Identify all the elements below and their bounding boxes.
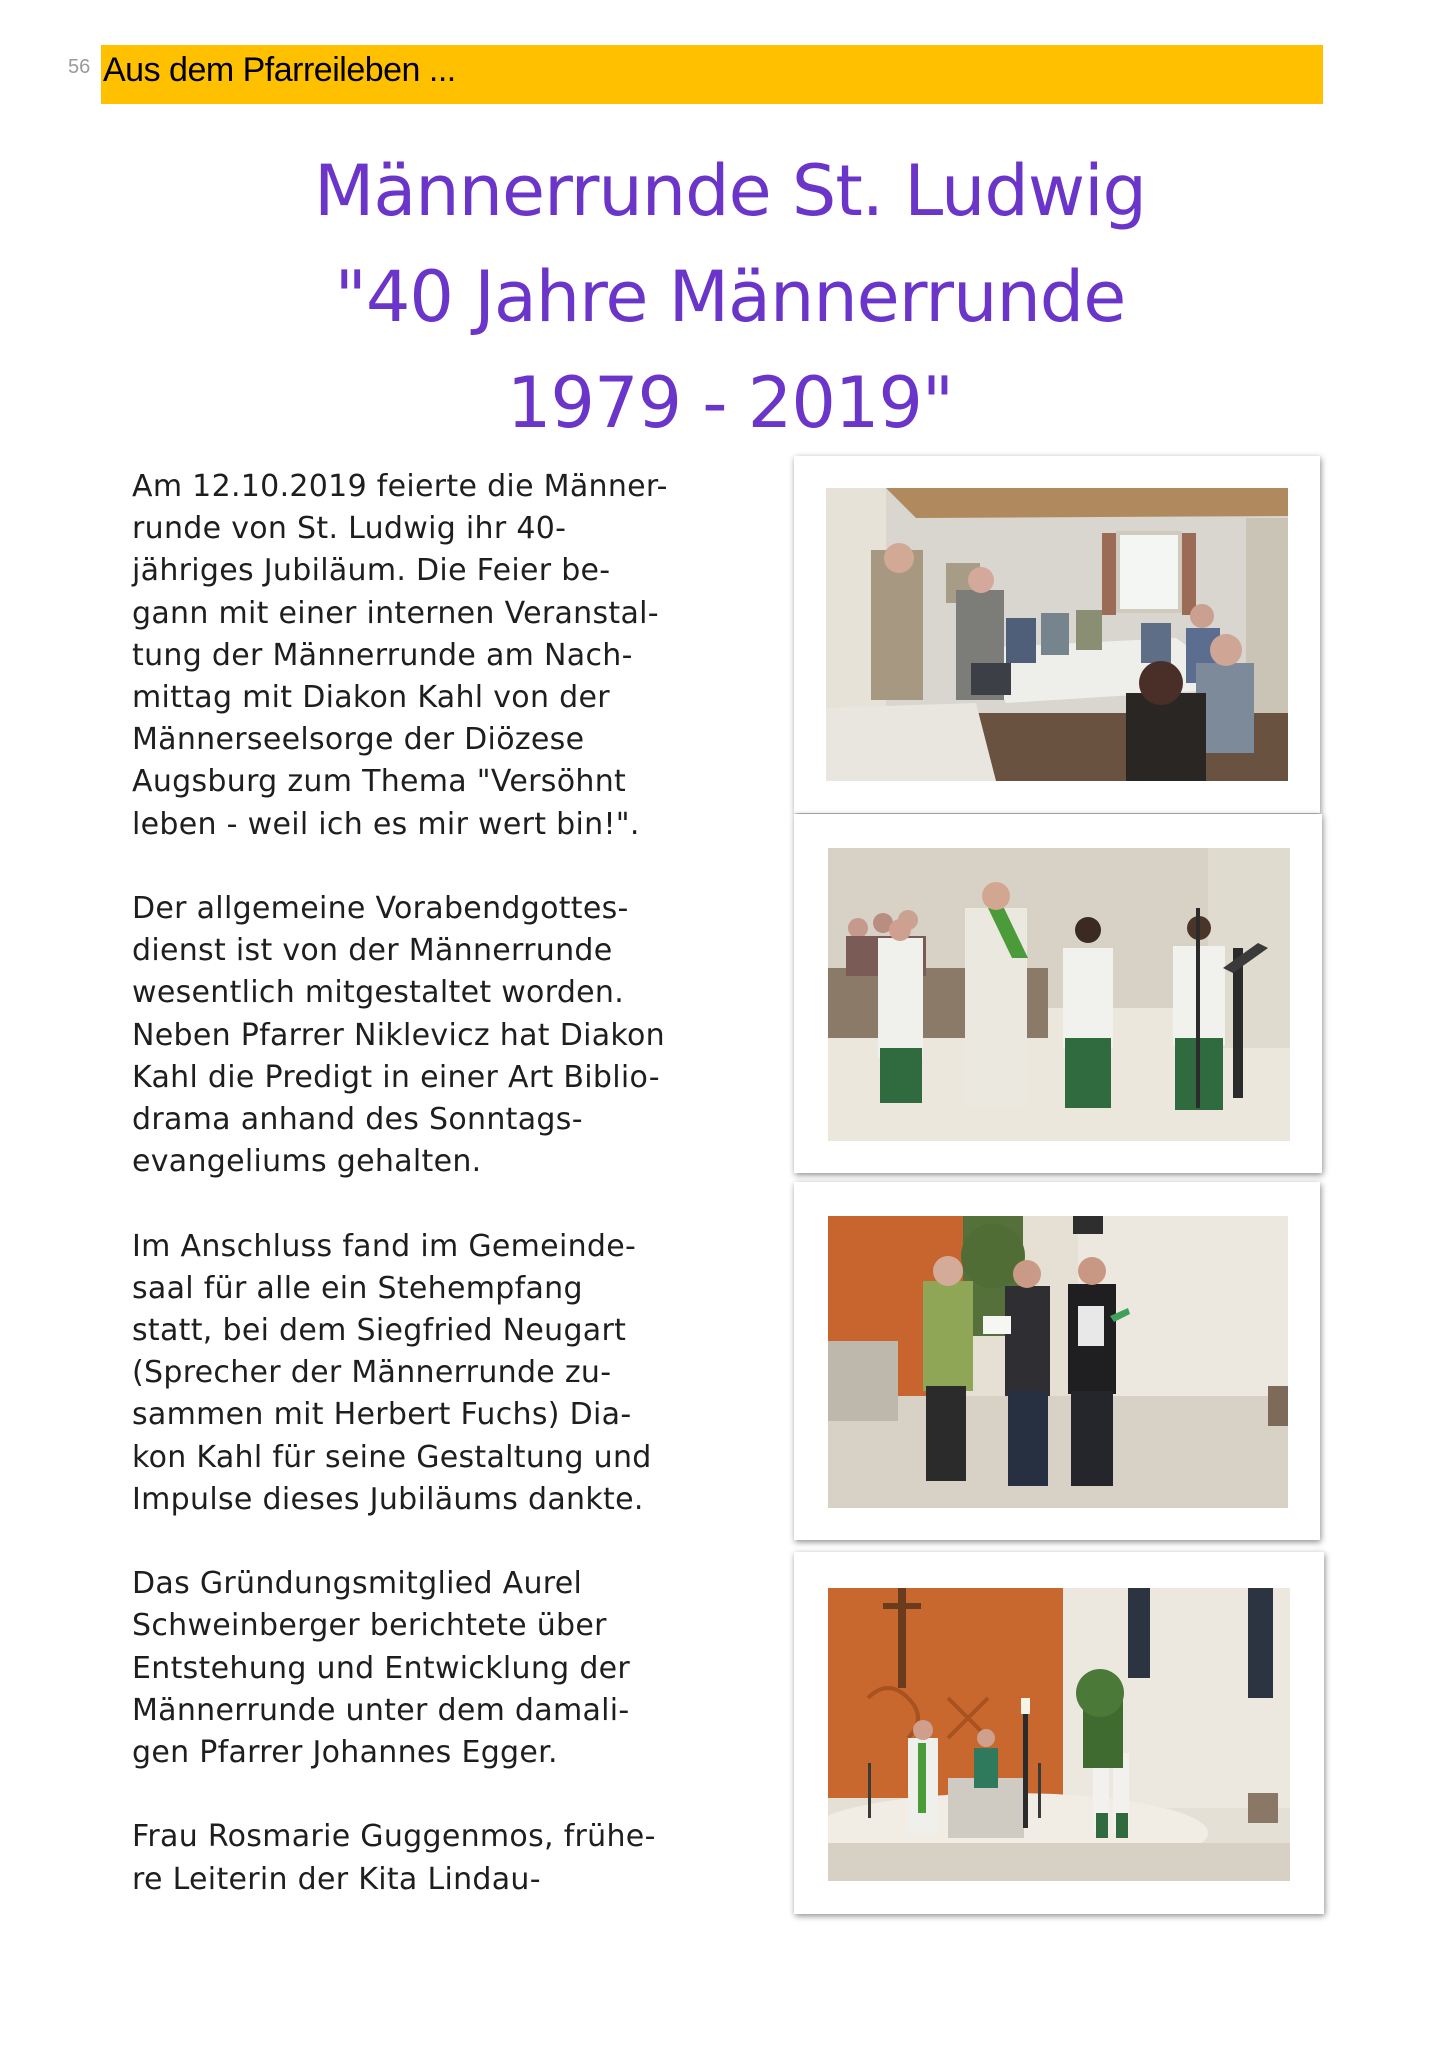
text-line: sammen mit Herbert Fuchs) Dia- bbox=[132, 1397, 632, 1433]
photo-meeting-room bbox=[826, 488, 1288, 781]
text-line: Augsburg zum Thema "Versöhnt bbox=[132, 764, 627, 800]
paragraph bbox=[132, 888, 722, 1183]
text-line: gann mit einer internen Veranstal- bbox=[132, 595, 659, 631]
title-line: 1979 - 2019" bbox=[506, 362, 954, 444]
text-line: re Leiterin der Kita Lindau- bbox=[132, 1861, 541, 1897]
text-line: leben - weil ich es mir wert bin!". bbox=[132, 806, 640, 842]
article-title bbox=[80, 138, 1380, 456]
photo-frame-reception bbox=[794, 1182, 1320, 1540]
photo-frame-meeting-room bbox=[794, 456, 1320, 813]
page-number: 56 bbox=[68, 56, 91, 78]
photo-altar bbox=[828, 1588, 1290, 1881]
text-line: evangeliums gehalten. bbox=[132, 1144, 482, 1180]
text-line: Männerseelsorge der Diözese bbox=[132, 722, 585, 758]
text-line: tung der Männerrunde am Nach- bbox=[132, 637, 633, 673]
paragraph bbox=[132, 1563, 722, 1774]
paragraph bbox=[132, 1226, 722, 1521]
text-line: dienst ist von der Männerrunde bbox=[132, 933, 613, 969]
text-line: Das Gründungsmitglied Aurel bbox=[132, 1566, 583, 1602]
photo-reception bbox=[828, 1216, 1288, 1508]
text-line: mittag mit Diakon Kahl von der bbox=[132, 680, 610, 716]
photo-frame-service bbox=[794, 814, 1322, 1173]
text-line: Der allgemeine Vorabendgottes- bbox=[132, 891, 629, 927]
text-line: (Sprecher der Männerrunde zu- bbox=[132, 1355, 612, 1391]
text-line: Entstehung und Entwicklung der bbox=[132, 1650, 631, 1686]
text-line: Schweinberger berichtete über bbox=[132, 1608, 607, 1644]
text-line: gen Pfarrer Johannes Egger. bbox=[132, 1735, 558, 1771]
text-line: Kahl die Predigt in einer Art Biblio- bbox=[132, 1059, 660, 1095]
text-line: Neben Pfarrer Niklevicz hat Diakon bbox=[132, 1017, 665, 1053]
title-line: Männerrunde St. Ludwig bbox=[314, 150, 1146, 232]
text-line: jähriges Jubiläum. Die Feier be- bbox=[132, 553, 611, 589]
paragraph bbox=[132, 466, 722, 846]
text-line: Im Anschluss fand im Gemeinde- bbox=[132, 1228, 637, 1264]
photo-frame-altar bbox=[794, 1552, 1324, 1914]
title-line: "40 Jahre Männerrunde bbox=[334, 256, 1126, 338]
text-line: statt, bei dem Siegfried Neugart bbox=[132, 1313, 627, 1349]
section-header-text: Aus dem Pfarreileben ... bbox=[103, 51, 456, 89]
text-line: Impulse dieses Jubiläums dankte. bbox=[132, 1481, 644, 1517]
text-line: Männerrunde unter dem damali- bbox=[132, 1692, 630, 1728]
paragraph bbox=[132, 1816, 722, 1900]
article-body bbox=[132, 466, 722, 1943]
text-line: runde von St. Ludwig ihr 40- bbox=[132, 511, 567, 547]
text-line: wesentlich mitgestaltet worden. bbox=[132, 975, 625, 1011]
text-line: kon Kahl für seine Gestaltung und bbox=[132, 1439, 652, 1475]
text-line: drama anhand des Sonntags- bbox=[132, 1102, 583, 1138]
text-line: Am 12.10.2019 feierte die Männer- bbox=[132, 469, 668, 504]
section-header-band bbox=[101, 45, 1323, 104]
photo-service bbox=[828, 848, 1290, 1141]
text-line: Frau Rosmarie Guggenmos, frühe- bbox=[132, 1819, 656, 1855]
text-line: saal für alle ein Stehempfang bbox=[132, 1270, 583, 1306]
